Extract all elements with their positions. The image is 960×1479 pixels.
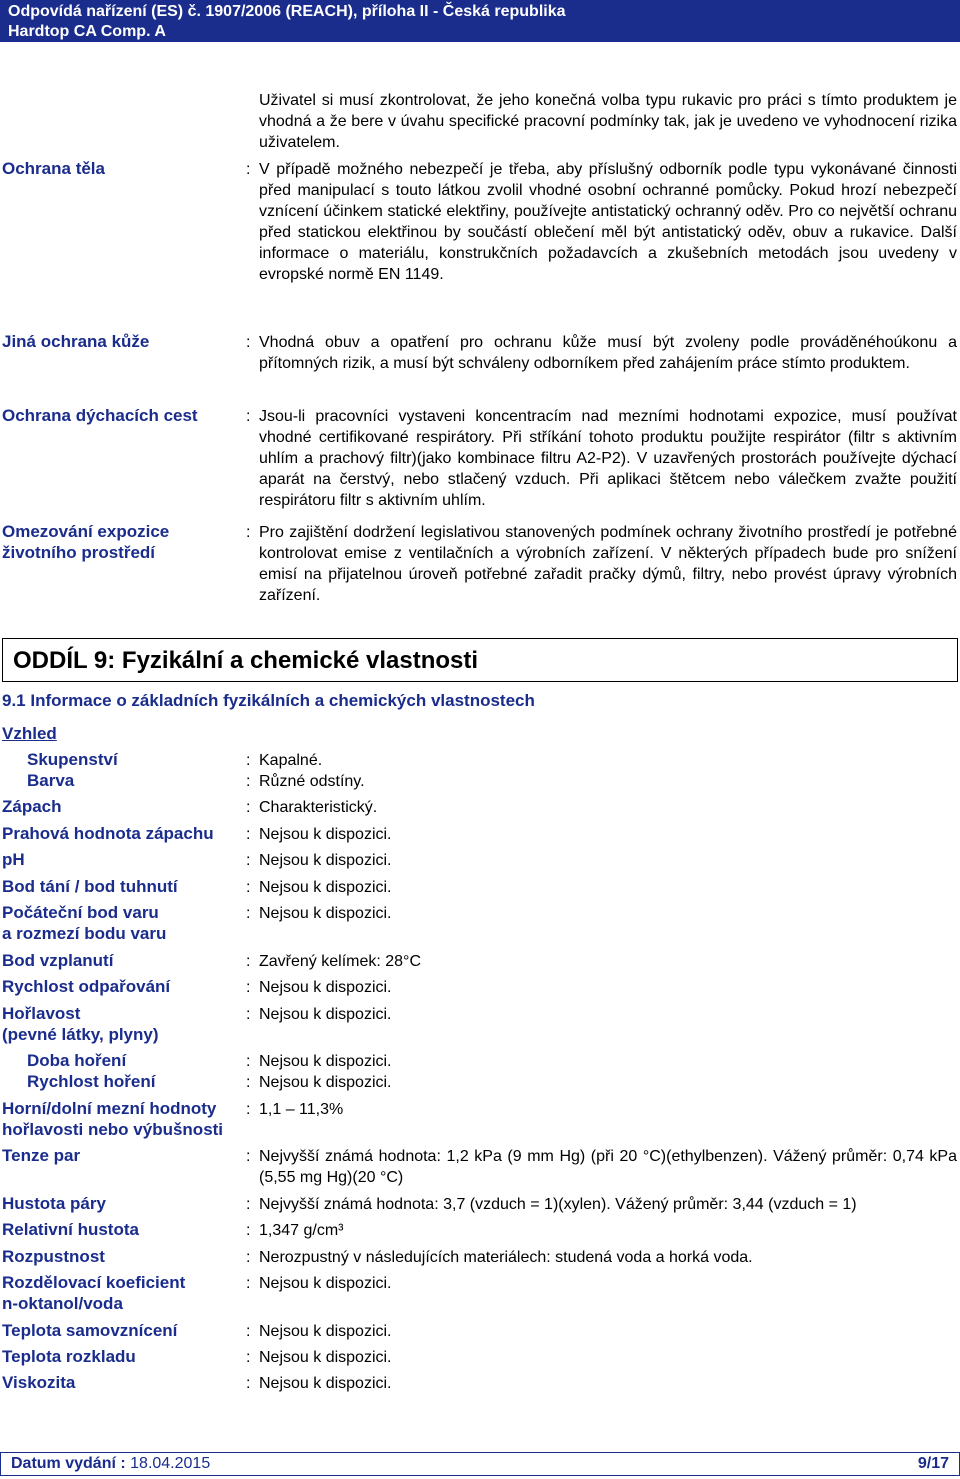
state-label: Skupenství [27, 750, 118, 769]
colon: : [246, 1101, 251, 1118]
burn-time-label: Doba hoření [27, 1051, 127, 1070]
viscosity-value: Nejsou k dispozici. [259, 1375, 392, 1392]
colon: : [246, 1375, 251, 1392]
evaporation-rate-label: Rychlost odpařování [2, 977, 171, 996]
section-9-title: ODDÍL 9: Fyzikální a chemické vlastnosti [13, 647, 479, 674]
colon: : [246, 905, 251, 922]
issue-date-label: Datum vydání : [11, 1455, 126, 1472]
solubility-value: Nerozpustný v následujících materiálech: studená voda a horká voda. [259, 1249, 753, 1266]
partition-coefficient-value: Nejsou k dispozici. [259, 1275, 392, 1292]
color-value: Různé odstíny. [259, 773, 365, 790]
flash-point-label: Bod vzplanutí [2, 951, 114, 970]
colon: : [246, 1148, 251, 1165]
regulation-title: Odpovídá nařízení (ES) č. 1907/2006 (REACH), příloha II - Česká republika [8, 3, 566, 20]
state-value: Kapalné. [259, 752, 323, 769]
vapor-pressure-value: Nejvyšší známá hodnota: 1,2 kPa (9 mm Hg) (při 20 °C)(ethylbenzen). Vážený průměr: 0,74 kPa (5,55 mg Hg)(20 °C) [259, 1148, 957, 1186]
issue-date [11, 1454, 210, 1474]
solubility-label: Rozpustnost [2, 1247, 105, 1266]
ph-value: Nejsou k dispozici. [259, 852, 392, 869]
vapor-density-value: Nejvyšší známá hodnota: 3,7 (vzduch = 1)(xylen). Vážený průměr: 3,44 (vzduch = 1) [259, 1196, 857, 1213]
explosive-limits-label: Horní/dolní mezní hodnoty hořlavosti nebo výbušnosti [2, 1099, 224, 1139]
boiling-point-value: Nejsou k dispozici. [259, 905, 392, 922]
env-exposure-text: Pro zajištění dodržení legislativou stanovených podmínek ochrany životního prostředí je potřebné kontrolovat emise z ventilačních a výrobních zařízení. V některých případech bude pro snížení emisí na přijatelnou úroveň potřebné zařadit pračky dýmů, filtry, nebo provést úpravy výrobních zařízení. [259, 524, 957, 604]
section-9-heading [2, 638, 958, 682]
viscosity-label: Viskozita [2, 1373, 76, 1392]
colon: : [246, 1323, 251, 1340]
colon: : [246, 1349, 251, 1366]
respiratory-protection-label: Ochrana dýchacích cest [2, 406, 198, 425]
colon: : [246, 524, 251, 541]
body-protection-label: Ochrana těla [2, 159, 105, 178]
respiratory-protection-text: Jsou-li pracovníci vystaveni koncentracím nad mezními hodnotami expozice, musí používat vhodné certifikované respirátory. Při stříkání tohoto produktu použijte respirátor (filtr s aktivním uhlím a prachový filtr)(jako kombinace filtru A2-P2). V uzavřených prostorách používejte dýchací aparát na čerstvý, nebo stlačený vzduch. Při aplikaci štětcem nebo válečkem zvažte použití respirátoru filtr s aktivním uhlím. [259, 408, 957, 509]
relative-density-label: Relativní hustota [2, 1220, 139, 1239]
color-label: Barva [27, 771, 75, 790]
colon: : [246, 1053, 251, 1070]
issue-date-value: 18.04.2015 [130, 1455, 211, 1472]
ph-label: pH [2, 850, 25, 869]
subsection-9-1-title: 9.1 Informace o základních fyzikálních a chemických vlastnostech [2, 691, 535, 710]
decomposition-temp-label: Teplota rozkladu [2, 1347, 136, 1366]
autoignition-temp-label: Teplota samovznícení [2, 1321, 178, 1340]
odor-value: Charakteristický. [259, 799, 378, 816]
relative-density-value: 1,347 g/cm³ [259, 1222, 344, 1239]
colon: : [246, 953, 251, 970]
autoignition-temp-value: Nejsou k dispozici. [259, 1323, 392, 1340]
flammability-label: Hořlavost (pevné látky, plyny) [2, 1004, 159, 1044]
document-header [0, 0, 960, 42]
evaporation-rate-value: Nejsou k dispozici. [259, 979, 392, 996]
colon: : [246, 161, 251, 178]
melting-point-label: Bod tání / bod tuhnutí [2, 877, 178, 896]
burn-time-value: Nejsou k dispozici. [259, 1053, 392, 1070]
body-protection-text: V případě možného nebezpečí je třeba, aby příslušný odborník podle typu vykonávané činnosti před manipulací s touto látkou zvolil vhodné osobní ochranné pomůcky. Pokud hrozí nebezpečí vznícení účinkem statické elektřiny, používejte antistatický ochranný oděv. Pro co největší ochranu před statickou elektřinou by součástí oblečení měl být antistatický oděv, obuv a rukavice. Další informace o materiálu, konstrukčních požadavcích a zkušebních metodách jsou uvedeny v evropské normě EN 1149. [259, 161, 957, 283]
melting-point-value: Nejsou k dispozici. [259, 879, 392, 896]
vapor-density-label: Hustota páry [2, 1194, 106, 1213]
document-footer [0, 1452, 960, 1476]
colon: : [246, 773, 251, 790]
product-name: Hardtop CA Comp. A [8, 23, 166, 40]
colon: : [246, 879, 251, 896]
colon: : [246, 799, 251, 816]
boiling-point-label: Počáteční bod varu a rozmezí bodu varu [2, 903, 167, 943]
colon: : [246, 1006, 251, 1023]
explosive-limits-value: 1,1 – 11,3% [259, 1101, 344, 1118]
burn-rate-label: Rychlost hoření [27, 1072, 156, 1091]
appearance-label: Vzhled [2, 724, 57, 743]
skin-protection-text: Vhodná obuv a opatření pro ochranu kůže musí být zvoleny podle prováděnéhoúkonu a přítomných rizik, a musí být schváleny odborníkem před zahájením práce stímto produktem. [259, 334, 957, 372]
odor-threshold-label: Prahová hodnota zápachu [2, 824, 214, 843]
colon: : [246, 752, 251, 769]
env-exposure-label: Omezování expozice životního prostředí [2, 522, 170, 562]
colon: : [246, 1249, 251, 1266]
flammability-value: Nejsou k dispozici. [259, 1006, 392, 1023]
burn-rate-value: Nejsou k dispozici. [259, 1074, 392, 1091]
colon: : [246, 979, 251, 996]
colon: : [246, 334, 251, 351]
colon: : [246, 852, 251, 869]
colon: : [246, 1222, 251, 1239]
colon: : [246, 826, 251, 843]
decomposition-temp-value: Nejsou k dispozici. [259, 1349, 392, 1366]
colon: : [246, 1196, 251, 1213]
odor-label: Zápach [2, 797, 62, 816]
vapor-pressure-label: Tenze par [2, 1146, 81, 1165]
page-number: 9/17 [917, 1455, 949, 1472]
colon: : [246, 408, 251, 425]
colon: : [246, 1275, 251, 1292]
odor-threshold-value: Nejsou k dispozici. [259, 826, 392, 843]
colon: : [246, 1074, 251, 1091]
skin-protection-label: Jiná ochrana kůže [2, 332, 150, 351]
gloves-note: Uživatel si musí zkontrolovat, že jeho konečná volba typu rukavic pro práci s tímto produktem je vhodná a že bere v úvahu specifické pracovní podmínky tak, jak je uvedeno ve vyhodnocení rizika uživatelem. [259, 92, 957, 151]
partition-coefficient-label: Rozdělovací koeficient n-oktanol/voda [2, 1273, 186, 1313]
flash-point-value: Zavřený kelímek: 28°C [259, 953, 422, 970]
